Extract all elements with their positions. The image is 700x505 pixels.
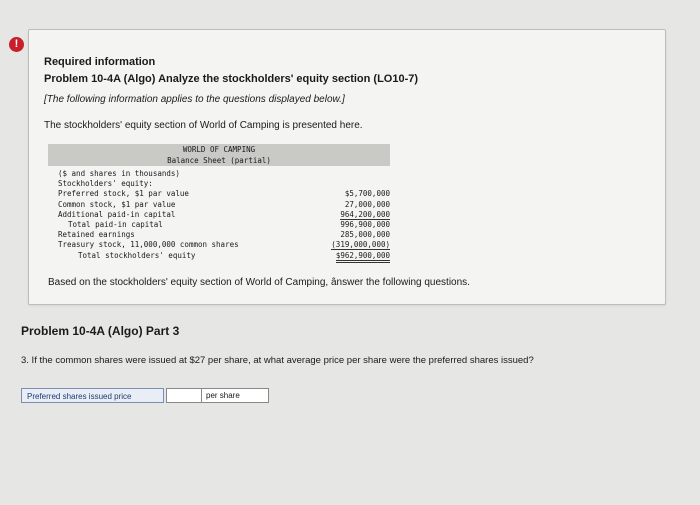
row-label: Additional paid-in capital (58, 209, 176, 219)
row-amount: 996,900,000 (340, 219, 390, 229)
row-amount: 285,000,000 (340, 230, 390, 240)
company-name: WORLD OF CAMPING (182, 145, 256, 154)
balance-sheet-row (58, 189, 390, 199)
balance-sheet-row (58, 200, 390, 210)
row-amount: $962,900,000 (336, 251, 390, 263)
row-amount: 27,000,000 (344, 199, 390, 209)
balance-sheet-row (58, 240, 390, 250)
required-information-panel (28, 29, 666, 305)
instruction-text: Based on the stockholders' equity section of World of Camping, ânswer the following questions. (48, 277, 470, 288)
row-label: Total stockholders' equity (78, 250, 196, 260)
row-amount: 964,200,000 (340, 209, 390, 219)
row-label: Total paid-in capital (68, 219, 163, 229)
intro-text: The stockholders' equity section of World of Camping is presented here. (44, 120, 363, 131)
applies-note: [The following information applies to the questions displayed below.] (44, 94, 345, 105)
balance-sheet-row (58, 210, 390, 220)
preferred-price-input[interactable] (166, 388, 202, 403)
row-label: Preferred stock, $1 par value (58, 189, 189, 199)
balance-sheet-row (58, 169, 390, 179)
required-information-heading: Required information (44, 56, 156, 68)
answer-label: Preferred shares issued price (21, 388, 164, 403)
balance-sheet-table (58, 169, 390, 261)
balance-sheet-header (48, 144, 390, 166)
row-label: Retained earnings (58, 230, 135, 240)
row-label: ($ and shares in thousands) (58, 169, 180, 178)
unit-label: per share (201, 388, 269, 403)
balance-sheet-row (58, 179, 390, 189)
question-text: 3. If the common shares were issued at $27 per share, at what average price per share were the preferred shares issued? (21, 355, 534, 366)
statement-name: Balance Sheet (partial) (167, 156, 271, 165)
part-title: Problem 10-4A (Algo) Part 3 (21, 324, 180, 338)
row-amount: $5,700,000 (344, 189, 390, 199)
row-label: Treasury stock, 11,000,000 common shares (58, 240, 239, 250)
balance-sheet-row (58, 251, 390, 261)
balance-sheet-row (58, 220, 390, 230)
alert-icon: ! (9, 37, 24, 52)
row-label: Stockholders' equity: (58, 179, 153, 189)
balance-sheet-row (58, 230, 390, 240)
row-amount: (319,000,000) (331, 240, 390, 250)
row-label: Common stock, $1 par value (58, 199, 176, 209)
problem-title: Problem 10-4A (Algo) Analyze the stockholders' equity section (LO10-7) (44, 73, 419, 85)
